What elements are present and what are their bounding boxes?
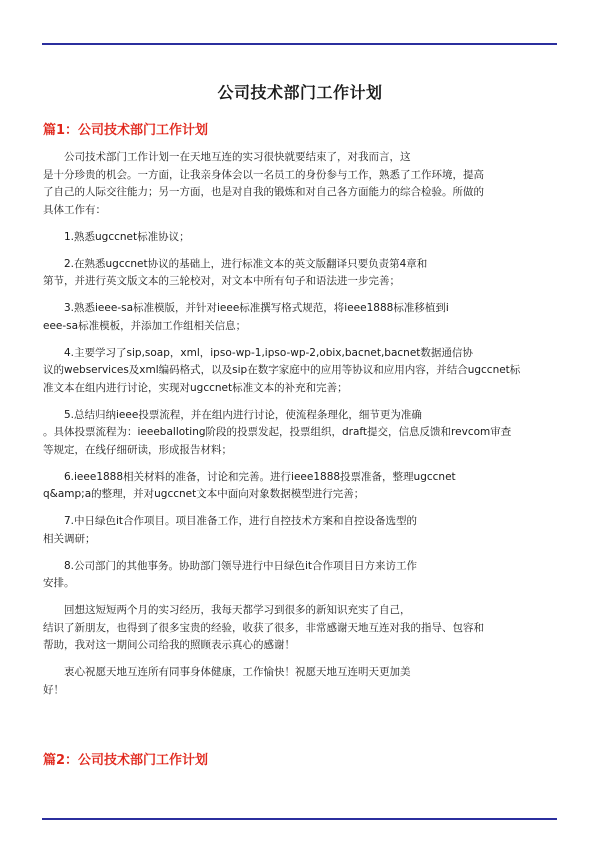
paragraph-line: 相关调研； <box>43 532 96 545</box>
paragraph-line: 议的webservices及xml编码格式，以及sip在数字家庭中的应用等协议和应用内容，并结合ugccnet标 <box>43 364 521 376</box>
paragraph-line: 4.主要学习了sip,soap，xml，ipso-wp-1,ipso-wp-2,obix,bacnet,bacnet数据通信协 <box>64 346 473 359</box>
paragraph <box>43 256 563 291</box>
paragraph-line: 7.中日绿色it合作项目。项目准备工作，进行自控技术方案和自控设备选型的 <box>64 515 418 527</box>
paragraph <box>43 345 563 398</box>
document-body <box>43 149 563 709</box>
paragraph <box>43 602 563 655</box>
paragraph-line: 公司技术部门工作计划一在天地互连的实习很快就要结束了，对我而言，这 <box>64 151 411 163</box>
paragraph-line: 1.熟悉ugccnet标准协议； <box>64 230 190 243</box>
paragraph-line: 帮助，我对这一期间公司给我的照顾表示真心的感谢！ <box>43 639 295 651</box>
paragraph-line: 5.总结归纳ieee投票流程，并在组内进行讨论，使流程条理化，细节更为准确 <box>64 408 422 421</box>
top-divider <box>42 43 557 45</box>
paragraph-line: 具体工作有： <box>43 203 106 216</box>
paragraph-line: 是十分珍贵的机会。一方面，让我亲身体会以一名员工的身份参与工作，熟悉了工作环境，提高 <box>43 168 484 181</box>
paragraph <box>43 300 563 335</box>
paragraph-line: 结识了新朋友，也得到了很多宝贵的经验，收获了很多，非常感谢天地互连对我的指导、包容和 <box>43 621 484 634</box>
paragraph-line: eee-sa标准模板，并添加工作组相关信息； <box>43 319 247 332</box>
paragraph-line: 准文本在组内进行讨论，实现对ugccnet标准文本的补充和完善； <box>43 381 348 394</box>
paragraph-line: 8.公司部门的其他事务。协助部门领导进行中日绿色it合作项目日方来访工作 <box>64 559 418 572</box>
section-heading-1: 篇1：公司技术部门工作计划 <box>43 123 209 138</box>
paragraph-line: 3.熟悉ieee-sa标准模版，并针对ieee标准撰写格式规范，将ieee1888标准移植到i <box>64 302 449 314</box>
section-heading-2: 篇2：公司技术部门工作计划 <box>43 753 209 768</box>
paragraph-line: 6.ieee1888相关材料的准备，讨论和完善。进行ieee1888投票准备，整理ugccnet <box>64 470 456 483</box>
page-title: 公司技术部门工作计划 <box>217 83 383 102</box>
paragraph-line: 。具体投票流程为：ieeeballoting阶段的投票发起，投票组织，draft提交，信息反馈和revcom审查 <box>43 426 512 438</box>
paragraph <box>43 407 563 460</box>
paragraph-line: 了自己的人际交往能力；另一方面，也是对自我的锻炼和对自己各方面能力的综合检验。所做的 <box>43 186 484 198</box>
paragraph-line: 好！ <box>43 683 64 696</box>
paragraph <box>43 664 563 699</box>
paragraph <box>43 149 563 219</box>
paragraph <box>43 469 563 504</box>
paragraph-line: 衷心祝愿天地互连所有同事身体健康，工作愉快！祝愿天地互连明天更加美 <box>64 666 411 678</box>
paragraph-line: q&amp;a的整理，并对ugccnet文本中面向对象数据模型进行完善； <box>43 488 365 500</box>
bottom-divider <box>42 818 557 820</box>
paragraph-line: 安排。 <box>43 577 75 589</box>
paragraph-line: 回想这短短两个月的实习经历，我每天都学习到很多的新知识充实了自己， <box>64 604 411 616</box>
paragraph-line: 2.在熟悉ugccnet协议的基础上，进行标准文本的英文版翻译只要负责第4章和 <box>64 257 428 270</box>
paragraph-line: 第节，并进行英文版文本的三轮校对，对文本中所有句子和语法进一步完善； <box>43 275 400 287</box>
paragraph <box>43 558 563 593</box>
paragraph <box>43 229 563 247</box>
paragraph-line: 等规定，在线仔细研读，形成报告材料； <box>43 443 232 456</box>
paragraph <box>43 513 563 548</box>
